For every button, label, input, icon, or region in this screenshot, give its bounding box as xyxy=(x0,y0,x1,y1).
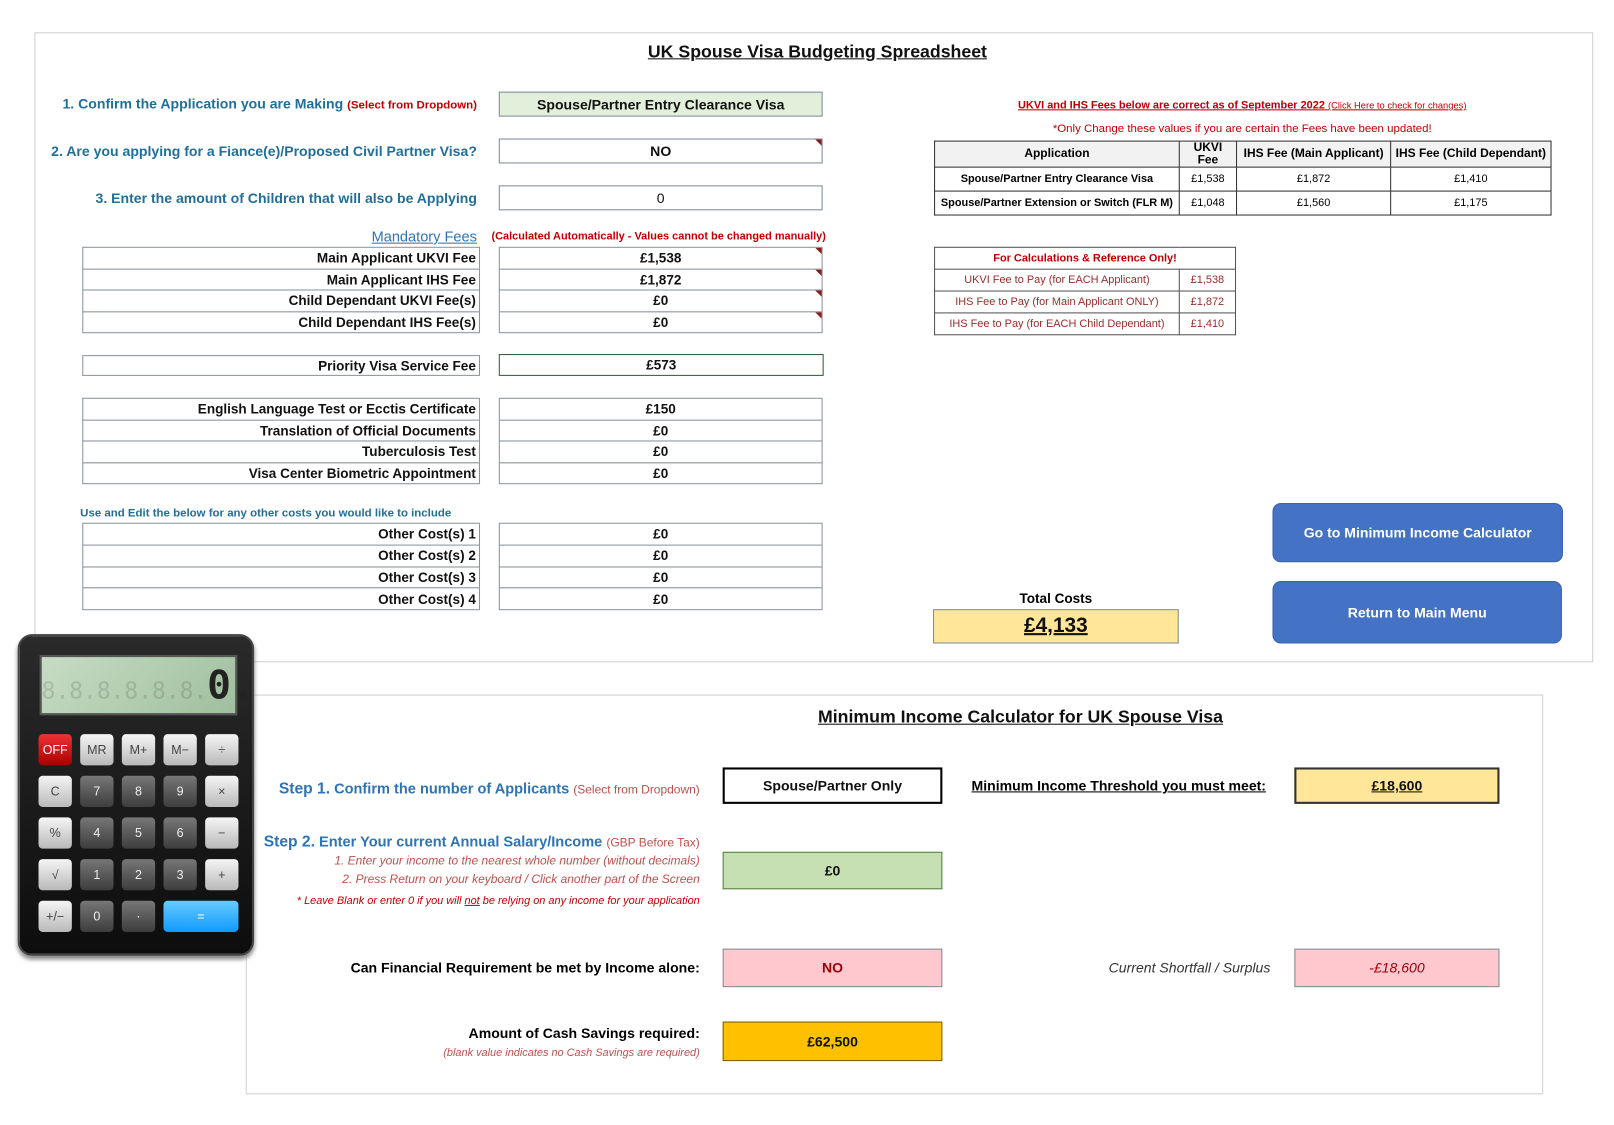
fee-table xyxy=(934,141,1551,216)
application-name: Spouse/Partner Entry Clearance Visa xyxy=(935,167,1180,191)
display-value: 0. xyxy=(207,662,255,709)
header-ihs-child: IHS Fee (Child Dependant) xyxy=(1391,141,1551,167)
fee-cell[interactable]: £1,538 xyxy=(1179,167,1236,191)
calculator-key[interactable]: 8 xyxy=(122,776,155,807)
mandatory-fee-value: £1,538 xyxy=(499,247,823,269)
other-cost-label: Other Cost(s) 1 xyxy=(82,523,480,546)
fees-warning: *Only Change these values if you are certain the Fees have been updated! xyxy=(1052,122,1432,136)
met-label: Can Financial Requirement be met by Income alone: xyxy=(350,960,700,976)
step2-instruction-3 xyxy=(297,894,700,906)
mandatory-fee-value: £0 xyxy=(499,289,823,311)
calculator-key[interactable]: % xyxy=(39,817,72,848)
fiance-visa-field[interactable]: NO xyxy=(499,138,823,163)
calculator-key[interactable]: M− xyxy=(163,734,196,765)
calculator-key[interactable]: · xyxy=(122,901,155,932)
header-ukvi: UKVI Fee xyxy=(1179,141,1236,167)
q2-label: 2. Are you applying for a Fiance(e)/Proposed Civil Partner Visa? xyxy=(51,143,477,160)
reference-table xyxy=(934,247,1236,336)
display-ghost: 8.8.8.8.8.8. xyxy=(41,678,208,705)
header-application: Application xyxy=(935,141,1180,167)
ref-label: UKVI Fee to Pay (for EACH Applicant) xyxy=(935,269,1180,291)
fee-cell[interactable]: £1,872 xyxy=(1237,167,1391,191)
mandatory-fees-heading: Mandatory Fees xyxy=(371,228,477,245)
fees-notice[interactable] xyxy=(930,99,1555,111)
other-cost-label: Other Cost(s) 3 xyxy=(82,566,480,589)
other-cost-value[interactable]: £0 xyxy=(499,523,823,546)
application-name: Spouse/Partner Extension or Switch (FLR M) xyxy=(935,191,1180,215)
budget-title: UK Spouse Visa Budgeting Spreadsheet xyxy=(647,41,987,62)
table-row xyxy=(935,291,1236,313)
applicants-dropdown[interactable]: Spouse/Partner Only xyxy=(723,767,943,803)
additional-cost-value[interactable]: £0 xyxy=(499,462,823,484)
table-row xyxy=(935,191,1551,215)
shortfall-label: Current Shortfall / Surplus xyxy=(1108,960,1271,976)
mandatory-fee-label: Child Dependant IHS Fee(s) xyxy=(82,311,480,333)
other-cost-label: Other Cost(s) 2 xyxy=(82,544,480,567)
savings-value: £62,500 xyxy=(723,1022,943,1062)
met-value: NO xyxy=(723,949,943,988)
calculator-key[interactable]: × xyxy=(205,776,238,807)
threshold-label: Minimum Income Threshold you must meet: xyxy=(971,777,1267,794)
calculator-key[interactable]: ÷ xyxy=(205,734,238,765)
q1-text: 1. Confirm the Application you are Making xyxy=(62,95,344,112)
i3-c: be relying on any income for your application xyxy=(479,894,700,907)
threshold-value: £18,600 xyxy=(1294,767,1499,803)
calculator-key[interactable]: = xyxy=(163,901,238,932)
other-costs-note: Use and Edit the below for any other costs you would like to include xyxy=(80,507,452,520)
other-cost-value[interactable]: £0 xyxy=(499,588,823,611)
ref-value: £1,538 xyxy=(1179,269,1235,291)
mandatory-fee-value: £1,872 xyxy=(499,268,823,290)
calculator-key[interactable]: 3 xyxy=(163,859,196,890)
calculator-key[interactable]: 9 xyxy=(163,776,196,807)
calculator-key[interactable]: M+ xyxy=(122,734,155,765)
calculator-key[interactable]: √ xyxy=(39,859,72,890)
calculator-image xyxy=(18,634,254,956)
additional-cost-value[interactable]: £0 xyxy=(499,440,823,462)
step1-hint: (Select from Dropdown) xyxy=(573,784,700,797)
additional-cost-value[interactable]: £150 xyxy=(499,398,823,420)
other-cost-value[interactable]: £0 xyxy=(499,544,823,567)
reference-title: For Calculations & Reference Only! xyxy=(935,247,1236,269)
priority-fee-label: Priority Visa Service Fee xyxy=(82,355,480,376)
step2-text: Enter Your current Annual Salary/Income xyxy=(319,833,603,850)
step1-num: Step 1. xyxy=(278,779,331,798)
calculator-key[interactable]: 1 xyxy=(80,859,113,890)
q1-label xyxy=(62,96,476,112)
step2-instruction-1: 1. Enter your income to the nearest whole number (without decimals) xyxy=(334,854,700,868)
additional-cost-value[interactable]: £0 xyxy=(499,419,823,441)
ref-label: IHS Fee to Pay (for EACH Child Dependant) xyxy=(935,313,1180,335)
income-input[interactable]: £0 xyxy=(723,852,943,889)
fee-cell[interactable]: £1,175 xyxy=(1391,191,1551,215)
calculator-key[interactable]: 0 xyxy=(80,901,113,932)
other-cost-value[interactable]: £0 xyxy=(499,566,823,589)
calculator-key[interactable]: 2 xyxy=(122,859,155,890)
step2-label xyxy=(264,833,700,851)
fees-check-link[interactable]: (Click Here to check for changes) xyxy=(1327,99,1467,111)
other-cost-label: Other Cost(s) 4 xyxy=(82,588,480,611)
additional-cost-label: Visa Center Biometric Appointment xyxy=(82,462,480,484)
calculator-key[interactable]: 5 xyxy=(122,817,155,848)
table-row xyxy=(935,167,1551,191)
shortfall-value: -£18,600 xyxy=(1294,949,1499,988)
calculator-key[interactable]: 7 xyxy=(80,776,113,807)
step1-label xyxy=(279,780,700,798)
ref-label: IHS Fee to Pay (for Main Applicant ONLY) xyxy=(935,291,1180,313)
calculator-key[interactable]: MR xyxy=(80,734,113,765)
calculator-key[interactable]: OFF xyxy=(39,734,72,765)
priority-fee-value[interactable]: £573 xyxy=(499,354,824,376)
fees-notice-text: UKVI and IHS Fees below are correct as of September 2022 xyxy=(1018,98,1325,112)
calculator-key[interactable]: − xyxy=(205,817,238,848)
mandatory-fee-label: Main Applicant IHS Fee xyxy=(82,268,480,290)
additional-cost-label: Translation of Official Documents xyxy=(82,419,480,441)
i3-a: * Leave Blank or enter 0 if you will xyxy=(296,894,465,907)
table-row xyxy=(935,269,1236,291)
calculator-key[interactable]: +/− xyxy=(39,901,72,932)
go-to-income-calculator-button[interactable]: Go to Minimum Income Calculator xyxy=(1272,503,1563,562)
savings-note: (blank value indicates no Cash Savings are required) xyxy=(443,1046,700,1060)
total-costs-value: £4,133 xyxy=(933,609,1179,643)
ref-value: £1,872 xyxy=(1179,291,1235,313)
step1-text: Confirm the number of Applicants xyxy=(334,779,570,797)
children-count-field[interactable]: 0 xyxy=(499,185,823,210)
additional-cost-label: English Language Test or Ecctis Certificate xyxy=(82,398,480,420)
savings-label: Amount of Cash Savings required: xyxy=(468,1025,700,1042)
header-ihs-main: IHS Fee (Main Applicant) xyxy=(1237,141,1391,167)
calculator-key[interactable]: 4 xyxy=(80,817,113,848)
q3-label: 3. Enter the amount of Children that will also be Applying xyxy=(95,190,477,207)
i3-b: not xyxy=(464,894,480,907)
mandatory-fee-value: £0 xyxy=(499,311,823,333)
calculator-key[interactable]: C xyxy=(39,776,72,807)
table-row xyxy=(935,313,1236,335)
mandatory-fee-label: Main Applicant UKVI Fee xyxy=(82,247,480,269)
income-title: Minimum Income Calculator for UK Spouse Visa xyxy=(818,707,1223,727)
calculator-key[interactable]: + xyxy=(205,859,238,890)
fee-cell[interactable]: £1,560 xyxy=(1237,191,1391,215)
total-costs-label: Total Costs xyxy=(1019,590,1093,607)
calculator-display xyxy=(40,655,255,715)
additional-cost-label: Tuberculosis Test xyxy=(82,440,480,462)
return-to-main-menu-button[interactable]: Return to Main Menu xyxy=(1272,581,1561,643)
step2-instruction-2: 2. Press Return on your keyboard / Click another part of the Screen xyxy=(342,873,700,887)
mandatory-fee-label: Child Dependant UKVI Fee(s) xyxy=(82,289,480,311)
calculator-key[interactable]: 6 xyxy=(163,817,196,848)
mandatory-note: (Calculated Automatically - Values cannot be changed manually) xyxy=(491,230,826,243)
ref-value: £1,410 xyxy=(1179,313,1235,335)
fee-cell[interactable]: £1,410 xyxy=(1391,167,1551,191)
step2-hint: (GBP Before Tax) xyxy=(606,837,700,850)
application-dropdown[interactable]: Spouse/Partner Entry Clearance Visa xyxy=(499,92,823,117)
q1-hint: (Select from Dropdown) xyxy=(347,98,477,112)
step2-num: Step 2. xyxy=(263,833,315,851)
fee-cell[interactable]: £1,048 xyxy=(1179,191,1236,215)
